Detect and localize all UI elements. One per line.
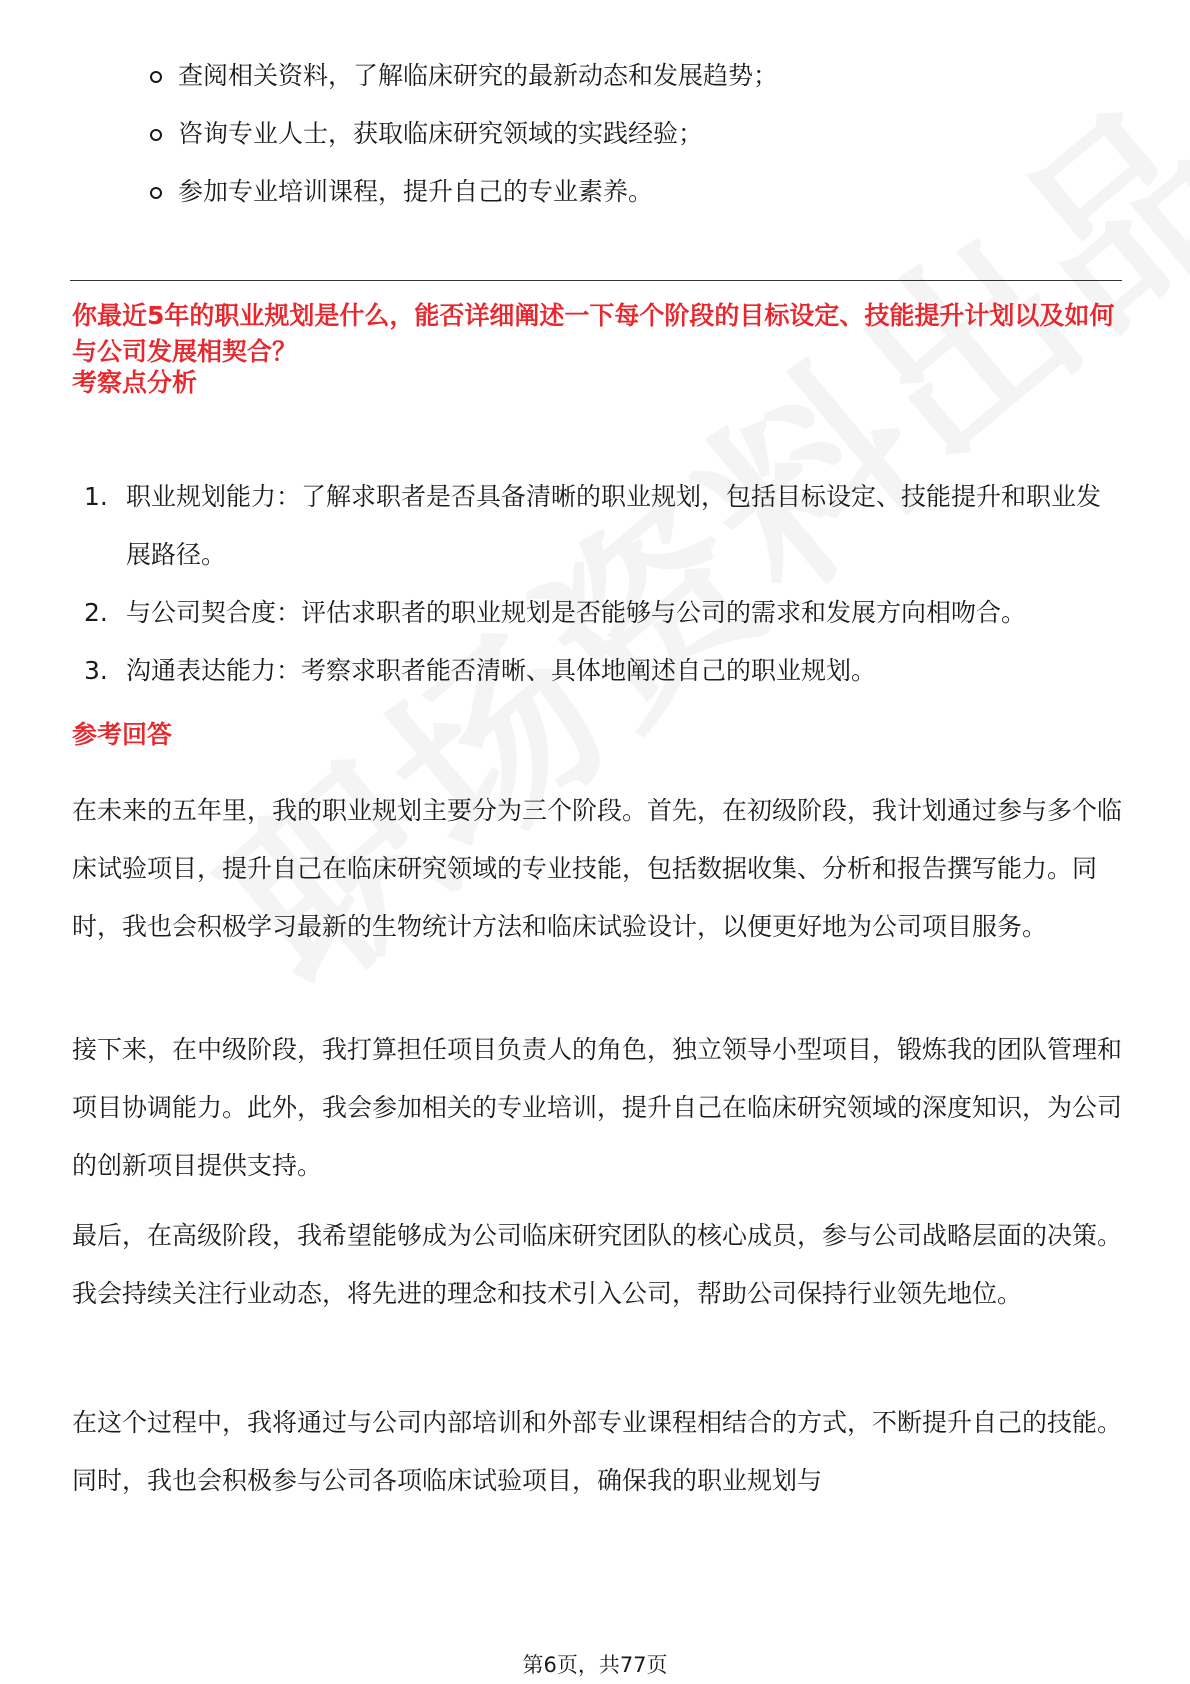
analysis-points xyxy=(84,468,1124,700)
point-text: 沟通表达能力：考察求职者能否清晰、具体地阐述自己的职业规划。 xyxy=(126,656,877,685)
analysis-point xyxy=(84,642,1124,700)
analysis-point xyxy=(84,468,1124,584)
point-number: 3. xyxy=(84,656,108,685)
analysis-heading: 考察点分析 xyxy=(72,368,198,397)
answer-heading: 参考回答 xyxy=(72,720,173,749)
bullet-item: 查阅相关资料，了解临床研究的最新动态和发展趋势； xyxy=(150,62,778,90)
answer-paragraph: 在未来的五年里，我的职业规划主要分为三个阶段。首先，在初级阶段，我计划通过参与多个临床试验项目，提升自己在临床研究领域的专业技能，包括数据收集、分析和报告撰写能力。同时，我也会积极学习最新的生物统计方法和临床试验设计，以便更好地为公司项目服务。 xyxy=(72,796,1123,941)
page-footer: 第6页，共77页 xyxy=(522,1653,668,1677)
answer-paragraph: 最后，在高级阶段，我希望能够成为公司临床研究团队的核心成员，参与公司战略层面的决策。我会持续关注行业动态，将先进的理念和技术引入公司，帮助公司保持行业领先地位。 xyxy=(72,1221,1123,1308)
section-divider xyxy=(70,280,1122,281)
point-number: 1. xyxy=(84,482,108,511)
question-title: 你最近5年的职业规划是什么，能否详细阐述一下每个阶段的目标设定、技能提升计划以及如何与公司发展相契合？ xyxy=(72,301,1115,366)
point-text: 与公司契合度：评估求职者的职业规划是否能够与公司的需求和发展方向相吻合。 xyxy=(126,598,1027,627)
point-text: 职业规划能力：了解求职者是否具备清晰的职业规划，包括目标设定、技能提升和职业发展路径。 xyxy=(126,482,1102,569)
point-number: 2. xyxy=(84,598,108,627)
answer-paragraph: 在这个过程中，我将通过与公司内部培训和外部专业课程相结合的方式，不断提升自己的技能。同时，我也会积极参与公司各项临床试验项目，确保我的职业规划与 xyxy=(72,1408,1123,1495)
answer-paragraph: 接下来，在中级阶段，我打算担任项目负责人的角色，独立领导小型项目，锻炼我的团队管理和项目协调能力。此外，我会参加相关的专业培训，提升自己在临床研究领域的深度知识，为公司的创新项目提供支持。 xyxy=(72,1035,1123,1180)
bullet-list xyxy=(150,62,778,236)
bullet-item: 咨询专业人士，获取临床研究领域的实践经验； xyxy=(150,120,778,148)
analysis-point xyxy=(84,584,1124,642)
bullet-item: 参加专业培训课程，提升自己的专业素养。 xyxy=(150,178,778,206)
